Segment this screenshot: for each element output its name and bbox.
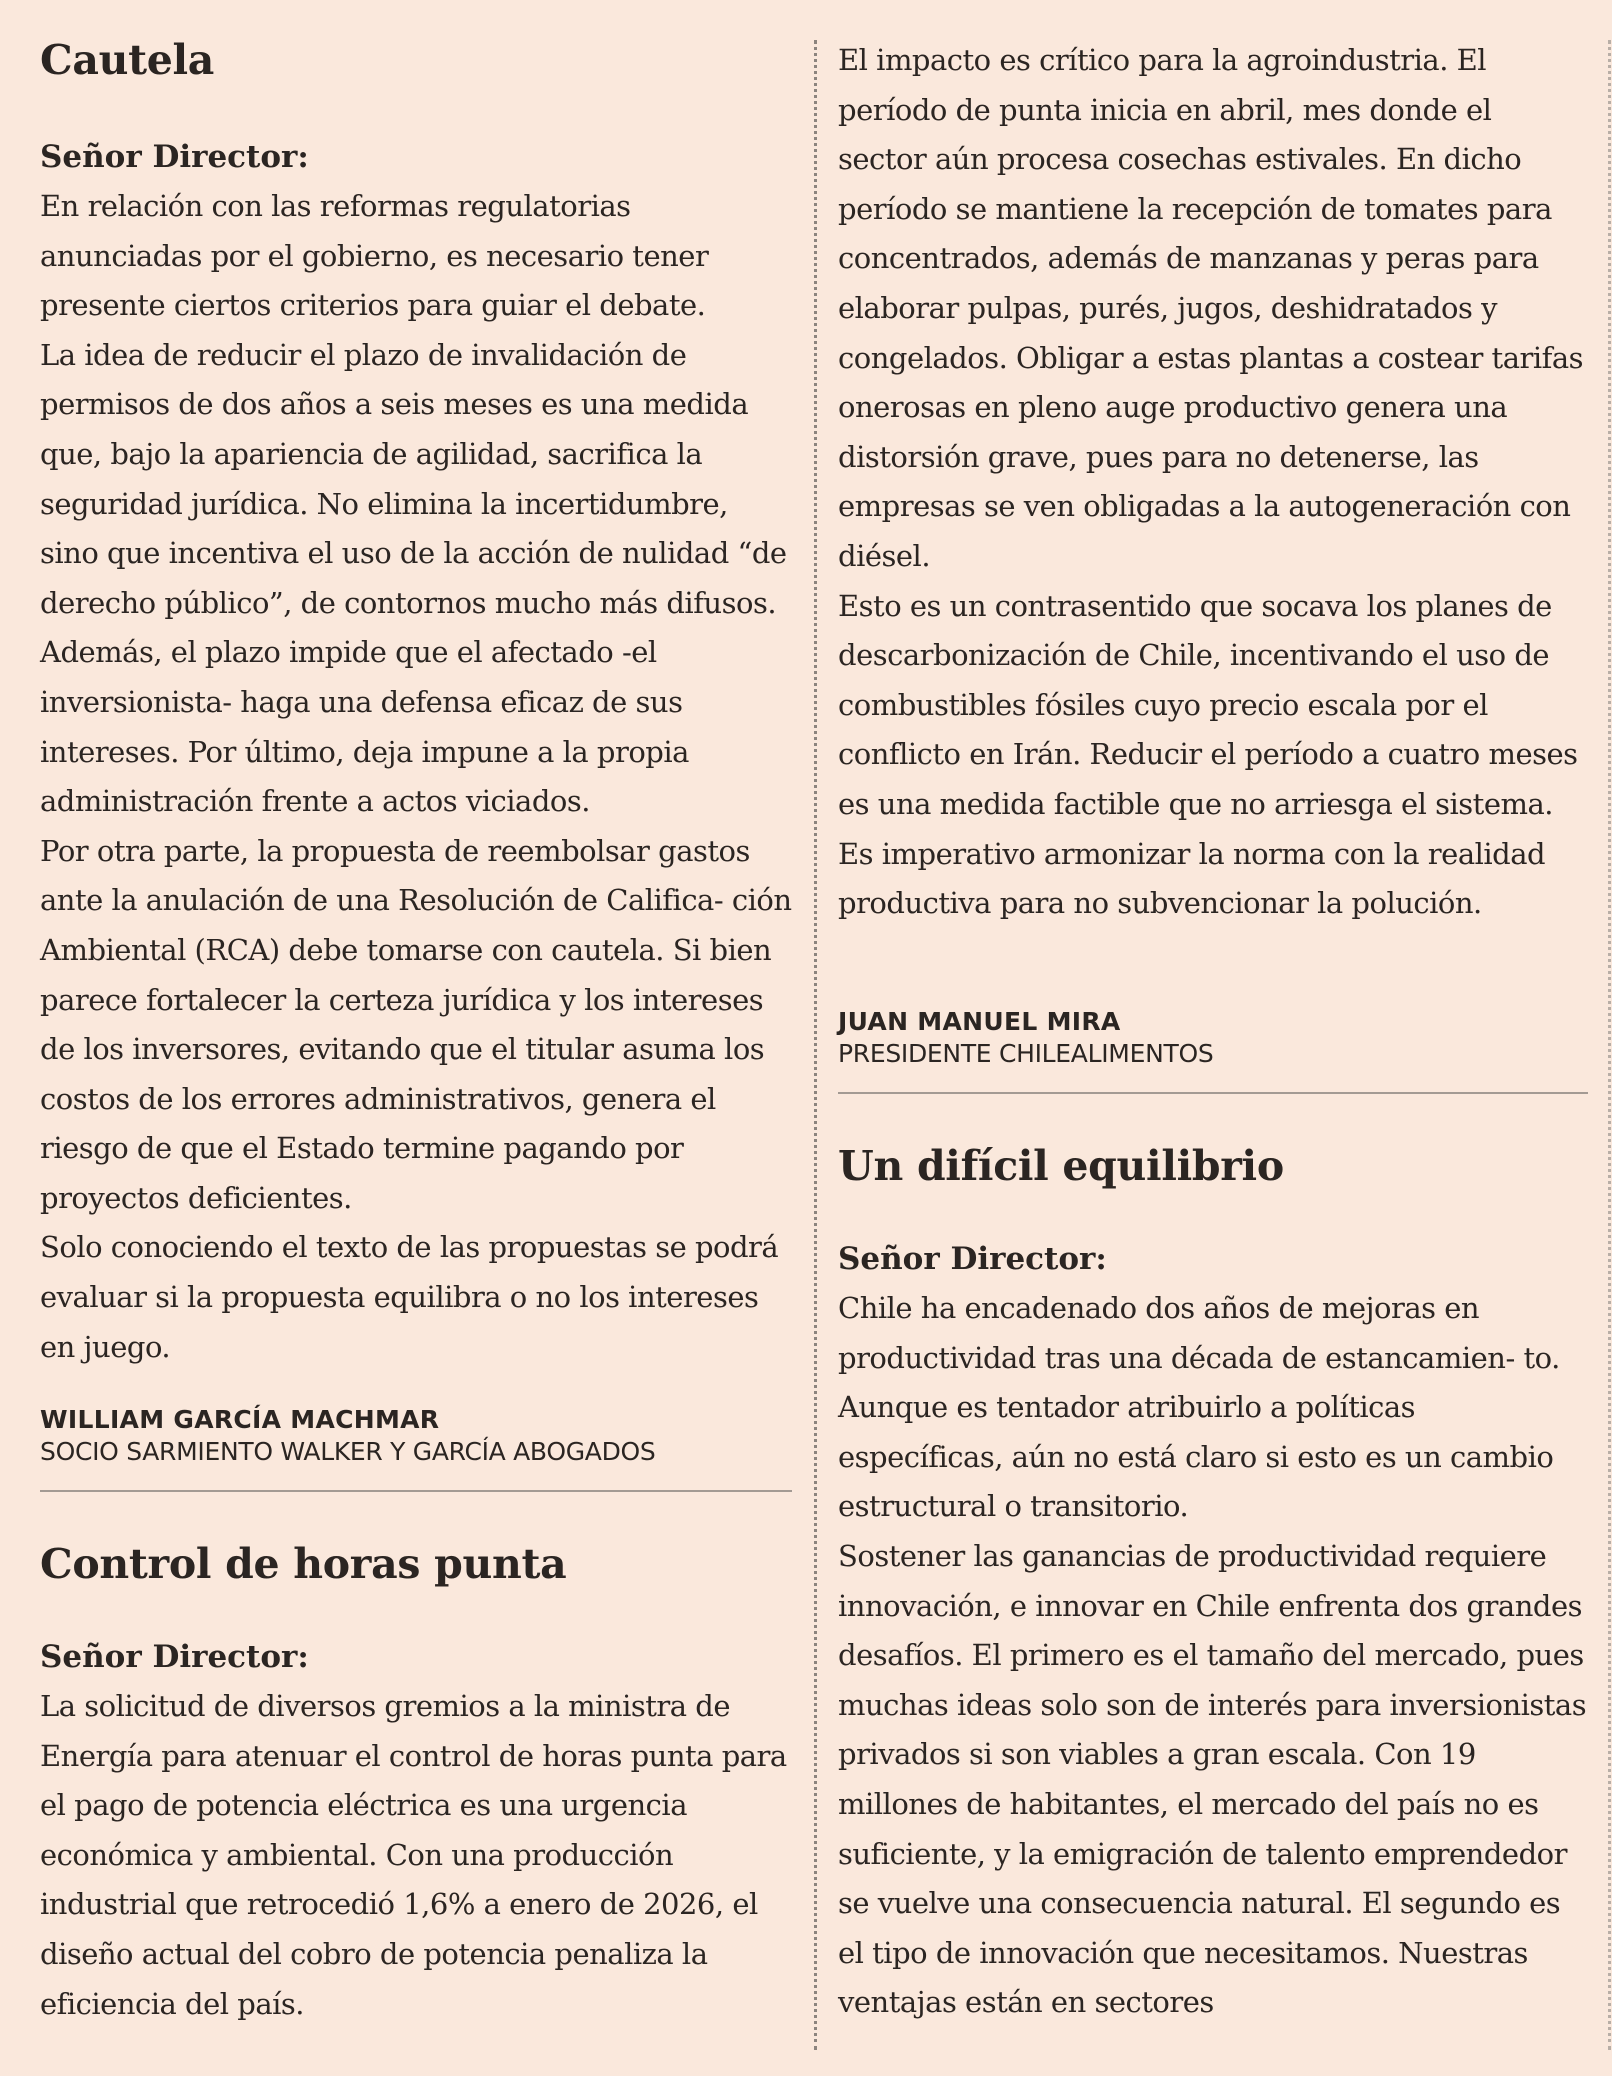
paragraph: El impacto es crítico para la agroindustria. El período de punta inicia en abril, mes donde el sector aún procesa cosechas estivales. En dicho período se mantiene la recepción de tomates para concentrados, además de manzanas y peras para elaborar pulpas, purés, jugos, deshidratados y congelados. Obligar a estas plantas a costear tarifas onerosas en pleno auge productivo genera una distorsión grave, pues para no detenerse, las empresas se ven obligadas a la autogeneración con diésel. (838, 43, 1584, 573)
letter-horas-punta-continuation (838, 36, 1588, 929)
paragraph: Sostener las ganancias de productividad requiere innovación, e innovar en Chile enfrenta dos grandes desafíos. El primero es el tamaño del mercado, pues muchas ideas solo son de interés para inversionistas privados si son viables a gran escala. Con 19 millones de habitantes, el mercado del país no es suficiente, y la emigración de talento emprendedor se vuelve una consecuencia natural. El segundo es el tipo de innovación que necesitamos. Nuestras ventajas están en sectores (838, 1538, 1587, 2020)
signature-role: PRESIDENTE CHILEALIMENTOS (838, 1039, 1214, 1068)
paragraph: Por otra parte, la propuesta de reembolsar gastos ante la anulación de una Resolución de Califica- ción Ambiental (RCA) debe tomarse con cautela. Si bien parece fortalecer la certeza jurídica y los intereses de los inversores, evitando que el titular asuma los costos de los errores administrativos, genera el riesgo de que el Estado termine pagando por proyectos deficientes. (40, 833, 792, 1215)
letter-body (838, 36, 1588, 929)
signature-name: WILLIAM GARCÍA MACHMAR (40, 1405, 440, 1434)
letter-separator (40, 1490, 792, 1492)
paragraph: La idea de reducir el plazo de invalidación de permisos de dos años a seis meses es una medida que, bajo la apariencia de agilidad, sacrifica la seguridad jurídica. No elimina la incertidumbre, sino que incentiva el uso de la acción de nulidad “de derecho público”, de contornos mucho más difusos. Además, el plazo impide que el afectado -el inversionista- haga una defensa eficaz de sus intereses. Por último, deja impune a la propia administración frente a actos viciados. (40, 337, 787, 819)
right-column-edge (1608, 40, 1611, 2050)
letter-body (838, 1284, 1588, 2028)
letter-title-cautela: Cautela (40, 36, 215, 84)
letter-horas-punta-body (40, 1632, 792, 2029)
letter-body (40, 182, 792, 1372)
letter-body (40, 1682, 792, 2029)
signature-name: JUAN MANUEL MIRA (838, 1007, 1121, 1036)
paragraph: Chile ha encadenado dos años de mejoras en productividad tras una década de estancamien- to. Aunque es tentador atribuirlo a políticas específicas, aún no está claro si esto es un cambio estructural o transitorio. (838, 1291, 1560, 1524)
signature-block (838, 1006, 1588, 1070)
salutation: Señor Director: (838, 1241, 1107, 1277)
paragraph: Esto es un contrasentido que socava los planes de descarbonización de Chile, incentivando el uso de combustibles fósiles cuyo precio escala por el conflicto en Irán. Reducir el período a cuatro meses es una medida factible que no arriesga el sistema. Es imperativo armonizar la norma con la realidad productiva para no subvencionar la polución. (838, 588, 1578, 921)
letter-title-control-horas-punta: Control de horas punta (40, 1540, 567, 1588)
paragraph: En relación con las reformas regulatorias anunciadas por el gobierno, es necesario tener presente ciertos criterios para guiar el debate. (40, 189, 709, 323)
letter-title-dificil-equilibrio: Un difícil equilibrio (838, 1142, 1284, 1190)
paragraph: La solicitud de diversos gremios a la ministra de Energía para atenuar el control de horas punta para el pago de potencia eléctrica es una urgencia económica y ambiental. Con una producción industrial que retrocedió 1,6% a enero de 2026, el diseño actual del cobro de potencia penaliza la eficiencia del país. (40, 1689, 787, 2021)
salutation: Señor Director: (40, 139, 309, 175)
letter-cautela-body (40, 132, 792, 1372)
letter-equilibrio-body (838, 1234, 1588, 2028)
paragraph: Solo conociendo el texto de las propuestas se podrá evaluar si la propuesta equilibra o no los intereses en juego. (40, 1230, 779, 1364)
signature-role: SOCIO SARMIENTO WALKER Y GARCÍA ABOGADOS (40, 1437, 656, 1466)
salutation: Señor Director: (40, 1639, 309, 1675)
column-divider (814, 40, 817, 2050)
signature-block (40, 1404, 792, 1468)
letter-separator (838, 1092, 1588, 1094)
